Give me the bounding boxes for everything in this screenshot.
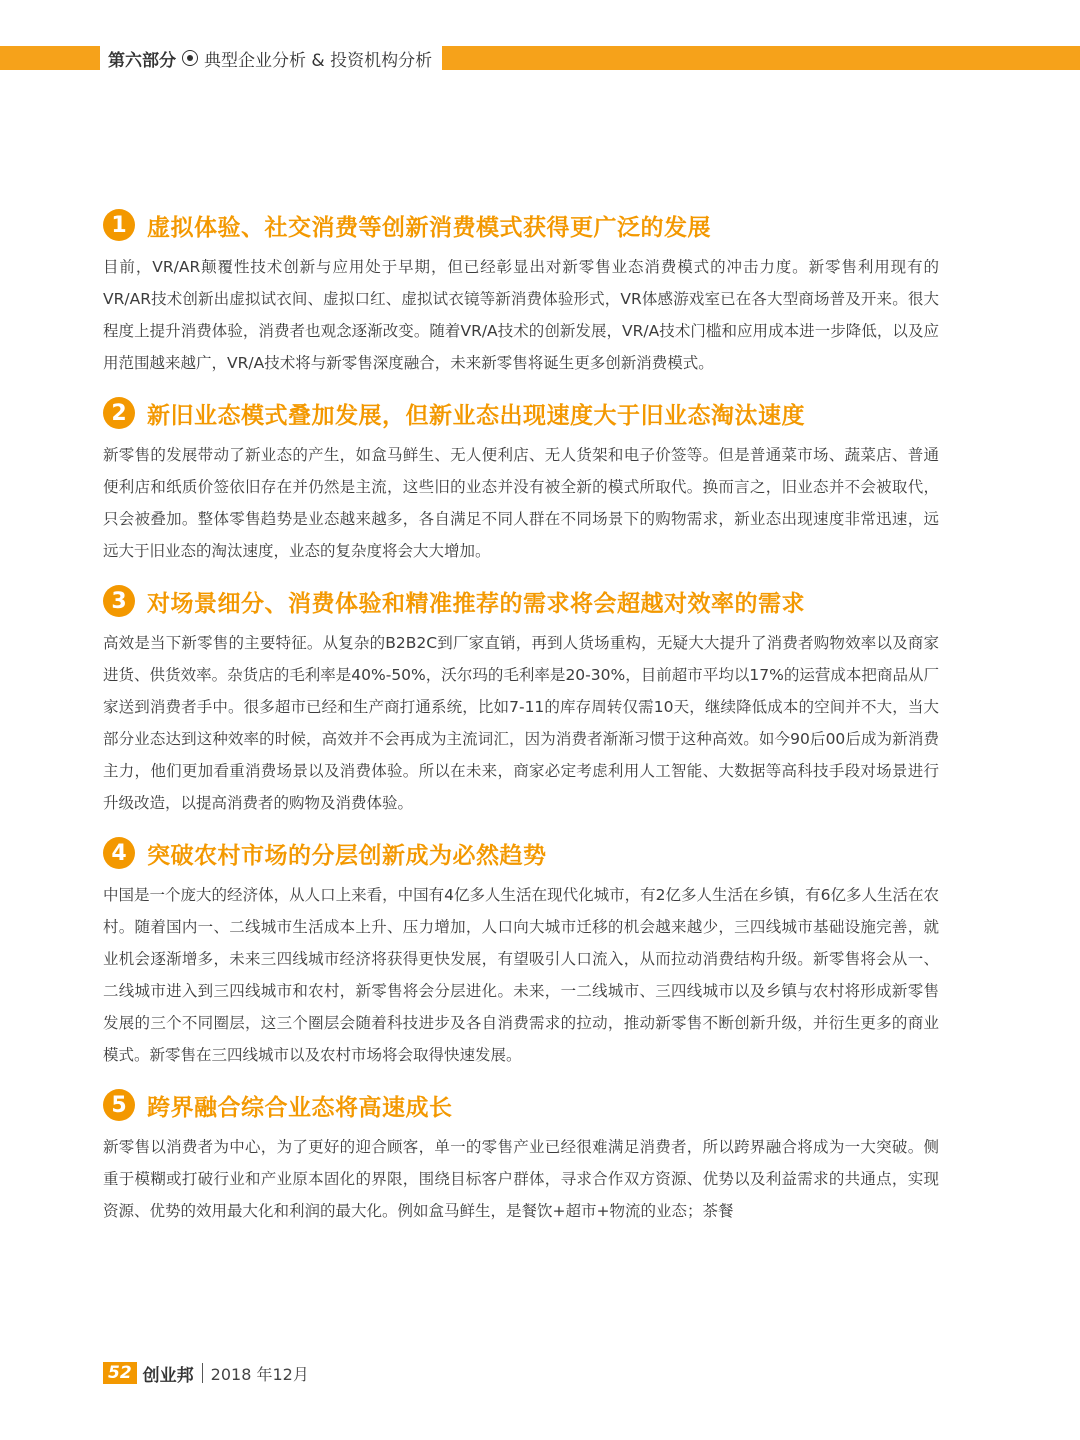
section-paragraph: 高效是当下新零售的主要特征。从复杂的B2B2C到厂家直销，再到人货场重构，无疑大大提升了消费者购物效率以及商家进货、供货效率。杂货店的毛利率是40%-50%，沃尔玛的毛利率是20-30%，目前超市平均以17%的运营成本把商品从厂家送到消费者手中。很多超市已经和生产商打通系统，比如7-11的库存周转仅需10天，继续降低成本的空间并不大，当大部分业态达到这种效率的时候，高效并不会再成为主流词汇，因为消费者渐渐习惯于这种高效。如今90后00后成为新消费主力，他们更加看重消费场景以及消费体验。所以在未来，商家必定考虑利用人工智能、大数据等高科技手段对场景进行升级改造，以提高消费者的购物及消费体验。 — [103, 634, 939, 812]
section-1 — [103, 205, 939, 379]
running-header — [100, 42, 442, 74]
section-heading — [103, 393, 939, 433]
header-section-title: 典型企业分析 & 投资机构分析 — [204, 50, 433, 71]
section-paragraph: 目前，VR/AR颠覆性技术创新与应用处于早期，但已经彰显出对新零售业态消费模式的冲击力度。新零售利用现有的VR/AR技术创新出虚拟试衣间、虚拟口红、虚拟试衣镜等新消费体验形式，VR体感游戏室已在各大型商场普及开来。很大程度上提升消费体验，消费者也观念逐渐改变。随着VR/A技术的创新发展，VR/A技术门槛和应用成本进一步降低，以及应用范围越来越广，VR/A技术将与新零售深度融合，未来新零售将诞生更多创新消费模式。 — [103, 258, 939, 372]
section-heading — [103, 205, 939, 245]
section-4 — [103, 833, 939, 1071]
section-title: 虚拟体验、社交消费等创新消费模式获得更广泛的发展 — [147, 214, 711, 241]
article-body — [103, 205, 939, 1241]
section-title: 突破农村市场的分层创新成为必然趋势 — [147, 842, 547, 869]
part-label: 第六部分 — [108, 50, 176, 71]
page-footer — [103, 1358, 309, 1388]
issue-date: 2018 年12月 — [210, 1364, 309, 1384]
section-number-badge: 2 — [103, 397, 135, 429]
page-number: 52 — [103, 1362, 137, 1384]
magazine-brand: 创业邦 — [142, 1365, 194, 1386]
section-3 — [103, 581, 939, 819]
section-heading — [103, 1085, 939, 1125]
section-number-badge: 1 — [103, 209, 135, 241]
section-heading — [103, 833, 939, 873]
section-5 — [103, 1085, 939, 1227]
section-paragraph: 新零售以消费者为中心，为了更好的迎合顾客，单一的零售产业已经很难满足消费者，所以跨界融合将成为一大突破。侧重于模糊或打破行业和产业原本固化的界限，围绕目标客户群体，寻求合作双方资源、优势以及利益需求的共通点，实现资源、优势的效用最大化和利润的最大化。例如盒马鲜生，是餐饮+超市+物流的业态；茶餐 — [103, 1138, 939, 1220]
section-paragraph: 新零售的发展带动了新业态的产生，如盒马鲜生、无人便利店、无人货架和电子价签等。但是普通菜市场、蔬菜店、普通便利店和纸质价签依旧存在并仍然是主流，这些旧的业态并没有被全新的模式所取代。换而言之，旧业态并不会被取代，只会被叠加。整体零售趋势是业态越来越多，各自满足不同人群在不同场景下的购物需求，新业态出现速度非常迅速，远远大于旧业态的淘汰速度，业态的复杂度将会大大增加。 — [103, 446, 939, 560]
section-heading — [103, 581, 939, 621]
footer-divider — [202, 1363, 203, 1383]
section-number-badge: 5 — [103, 1089, 135, 1121]
section-number-badge: 3 — [103, 585, 135, 617]
section-2 — [103, 393, 939, 567]
section-title: 新旧业态模式叠加发展，但新业态出现速度大于旧业态淘汰速度 — [147, 402, 805, 429]
section-paragraph: 中国是一个庞大的经济体，从人口上来看，中国有4亿多人生活在现代化城市，有2亿多人生活在乡镇，有6亿多人生活在农村。随着国内一、二线城市生活成本上升、压力增加，人口向大城市迁移的机会越来越少，三四线城市基础设施完善，就业机会逐渐增多，未来三四线城市经济将获得更快发展，有望吸引人口流入，从而拉动消费结构升级。新零售将会从一、二线城市进入到三四线城市和农村，新零售将会分层进化。未来，一二线城市、三四线城市以及乡镇与农村将形成新零售发展的三个不同圈层，这三个圈层会随着科技进步及各自消费需求的拉动，推动新零售不断创新升级，并衍生更多的商业模式。新零售在三四线城市以及农村市场将会取得快速发展。 — [103, 886, 939, 1064]
bullet-dot-icon — [182, 50, 198, 66]
section-title: 跨界融合综合业态将高速成长 — [147, 1094, 453, 1121]
section-number-badge: 4 — [103, 837, 135, 869]
section-title: 对场景细分、消费体验和精准推荐的需求将会超越对效率的需求 — [147, 590, 805, 617]
